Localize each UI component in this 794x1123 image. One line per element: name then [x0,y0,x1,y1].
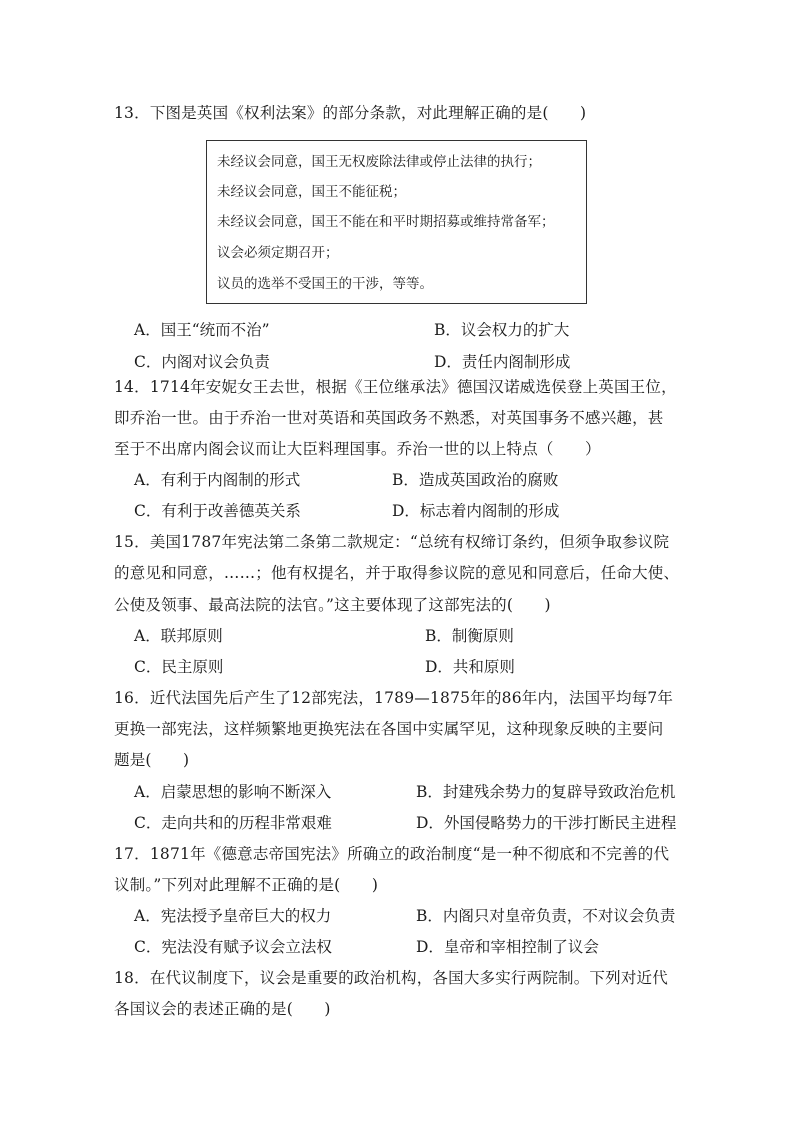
option-b[interactable]: B．制衡原则 [425,627,514,645]
excerpt-line: 未经议会同意，国王不能在和平时期招募或维持常备军； [217,214,555,230]
option-a[interactable]: A．联邦原则 [134,627,223,645]
bill-of-rights-excerpt-box [206,140,587,304]
option-c[interactable]: C．宪法没有赋予议会立法权 [134,938,332,956]
option-a[interactable]: A．启蒙思想的影响不断深入 [134,783,332,801]
question-stem-line: 至于不出席内阁会议而让大臣料理国事。乔治一世的以上特点（ ） [114,440,601,458]
question-stem-line: 公使及领事、最高法院的法官。”这主要体现了这部宪法的( ) [114,596,551,614]
option-a[interactable]: A．宪法授予皇帝巨大的权力 [134,907,332,925]
question-stem-line: 15．美国1787年宪法第二条第二款规定：“总统有权缔订条约，但须争取参议院 [114,533,670,551]
question-stem-line: 17．1871年《德意志帝国宪法》所确立的政治制度“是一种不彻底和不完善的代 [114,845,670,863]
excerpt-line: 议员的选举不受国王的干涉，等等。 [217,276,433,292]
option-d[interactable]: D．皇帝和宰相控制了议会 [416,938,599,956]
option-c[interactable]: C．民主原则 [134,658,224,676]
question-stem-line: 议制。”下列对此理解不正确的是( ) [114,876,379,894]
question-stem-line: 18．在代议制度下，议会是重要的政治机构，各国大多实行两院制。下列对近代 [114,969,668,987]
option-c[interactable]: C．内阁对议会负责 [134,353,270,371]
question-stem-line: 13．下图是英国《权利法案》的部分条款，对此理解正确的是( ) [114,104,587,122]
option-a[interactable]: A．有利于内阁制的形式 [134,471,301,489]
question-stem-line: 更换一部宪法，这样频繁地更换宪法在各国中实属罕见，这种现象反映的主要问 [114,720,664,738]
excerpt-line: 未经议会同意，国王不能征税； [217,184,406,200]
option-c[interactable]: C．有利于改善德英关系 [134,502,301,520]
question-stem-line: 14．1714年安妮女王去世，根据《王位继承法》德国汉诺威选侯登上英国王位， [114,378,677,396]
question-stem-line: 的意见和同意，……；他有权提名，并于取得参议院的意见和同意后，任命大使、 [114,564,680,582]
question-stem-line: 题是( ) [114,751,190,769]
excerpt-line: 未经议会同意，国王无权废除法律或停止法律的执行； [217,154,541,170]
option-d[interactable]: D．标志着内阁制的形成 [392,502,560,520]
option-b[interactable]: B．议会权力的扩大 [434,321,570,339]
option-b[interactable]: B．封建残余势力的复辟导致政治危机 [416,783,676,801]
option-a[interactable]: A．国王“统而不治” [134,321,270,339]
option-b[interactable]: B．内阁只对皇帝负责，不对议会负责 [416,907,676,925]
option-d[interactable]: D．外国侵略势力的干涉打断民主进程 [416,814,677,832]
option-d[interactable]: D．责任内阁制形成 [434,353,571,371]
question-stem-line: 即乔治一世。由于乔治一世对英语和英国政务不熟悉，对英国事务不感兴趣，甚 [114,409,664,427]
question-stem-line: 16．近代法国先后产生了12部宪法，1789—1875年的86年内，法国平均每7年 [114,689,674,707]
question-stem-line: 各国议会的表述正确的是( ) [114,1000,331,1018]
option-b[interactable]: B．造成英国政治的腐败 [392,471,559,489]
option-d[interactable]: D．共和原则 [425,658,515,676]
option-c[interactable]: C．走向共和的历程非常艰难 [134,814,332,832]
excerpt-line: 议会必须定期召开； [217,245,339,261]
